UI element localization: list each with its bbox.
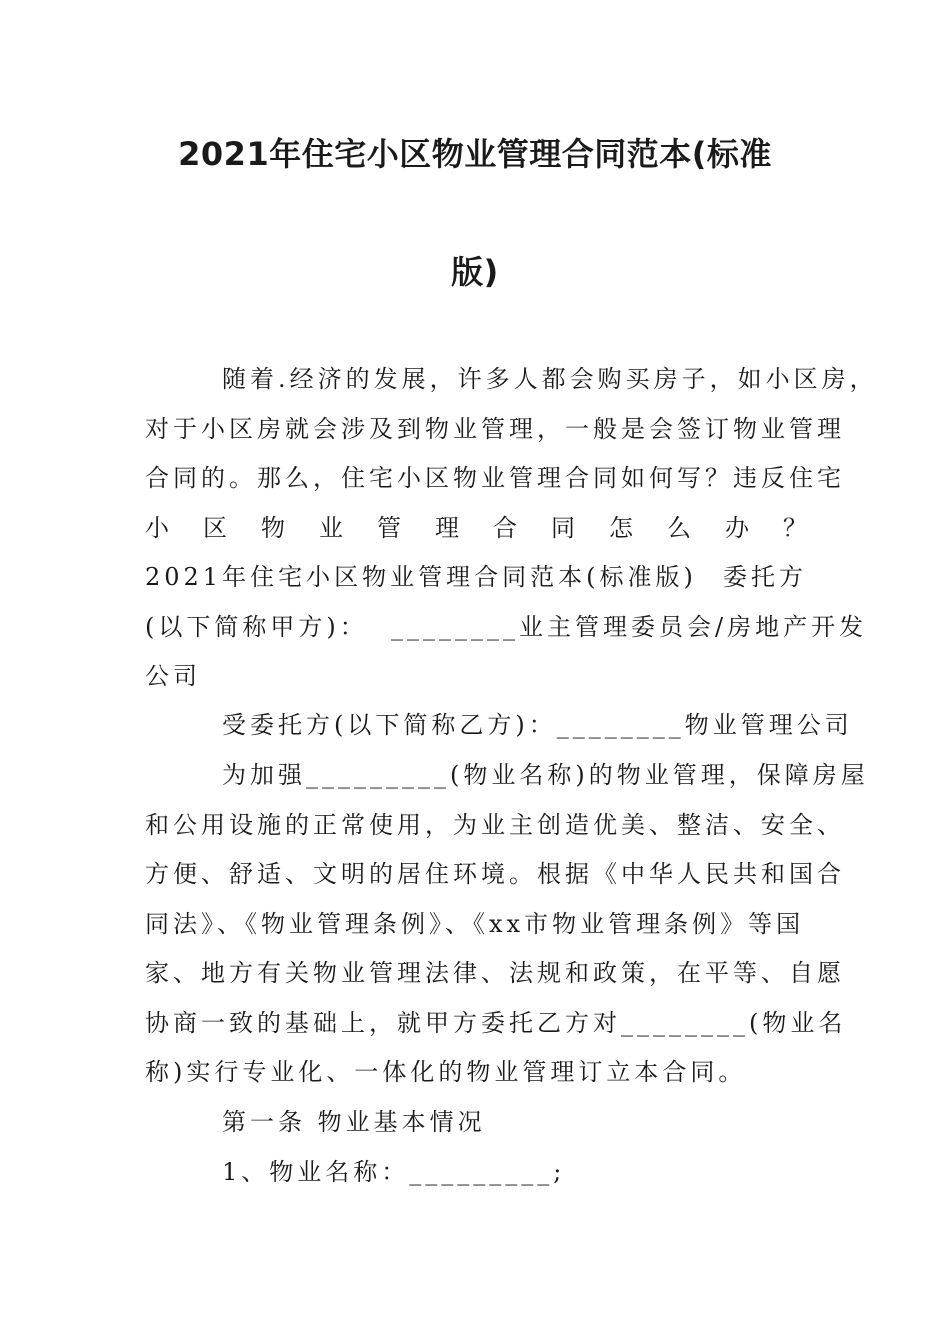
purpose-line: 为加强_________(物业名称)的物业管理，保障房屋: [222, 761, 869, 789]
spread-char: 同: [551, 513, 575, 542]
purpose-line: 称)实行专业化、一体化的物业管理订立本合同。: [145, 1058, 747, 1086]
party-a-line: (以下简称甲方)： ________业主管理委员会/房地产开发: [145, 612, 868, 641]
spread-char: 区: [203, 513, 227, 542]
article-1-paragraph: [145, 1098, 807, 1148]
purpose-paragraph: [145, 751, 869, 1098]
contract-name-text: 2021年住宅小区物业管理合同范本(标准版): [145, 563, 697, 591]
spread-char: 理: [435, 513, 459, 542]
intro-line-split: [145, 553, 807, 603]
principal-label: 委托方: [723, 563, 807, 591]
spread-char: 管: [377, 513, 401, 542]
document-title-line-1: 2021年住宅小区物业管理合同范本(标准: [178, 135, 772, 173]
intro-line: 对于小区房就会涉及到物业管理，一般是会签订物业管理: [145, 414, 845, 443]
document-title-line-2: 版): [451, 253, 499, 291]
intro-paragraph: [145, 355, 878, 702]
item-1-paragraph: [145, 1148, 807, 1198]
purpose-line: 协商一致的基础上，就甲方委托乙方对________(物业名: [145, 1008, 847, 1037]
purpose-line: 方便、舒适、文明的居住环境。根据《中华人民共和国合: [145, 860, 845, 888]
party-b-line: 受委托方(以下简称乙方)：________物业管理公司: [222, 711, 853, 739]
spread-char: 办: [725, 513, 749, 542]
intro-line: 随着.经济的发展，许多人都会购买房子，如小区房，: [222, 365, 878, 393]
spread-char: ？: [783, 513, 807, 542]
spread-char: 合: [493, 513, 517, 542]
purpose-line: 同法》、《物业管理条例》、《xx市物业管理条例》等国: [145, 909, 805, 938]
spread-char: 么: [667, 513, 691, 542]
article-heading: 第一条 物业基本情况: [222, 1108, 486, 1136]
property-name-item: 1、物业名称：_________;: [222, 1158, 566, 1186]
spread-char: 物: [261, 513, 285, 542]
intro-line: 公司: [145, 662, 201, 690]
purpose-line: 家、地方有关物业管理法律、法规和政策，在平等、自愿: [145, 959, 845, 987]
spread-char: 小: [145, 513, 169, 542]
party-b-paragraph: [145, 701, 853, 751]
intro-line-spread: [145, 504, 807, 554]
purpose-line: 和公用设施的正常使用，为业主创造优美、整洁、安全、: [145, 810, 845, 839]
spread-char: 怎: [609, 513, 633, 542]
intro-line: 合同的。那么，住宅小区物业管理合同如何写？违反住宅: [145, 464, 845, 492]
spread-char: 业: [319, 513, 343, 542]
